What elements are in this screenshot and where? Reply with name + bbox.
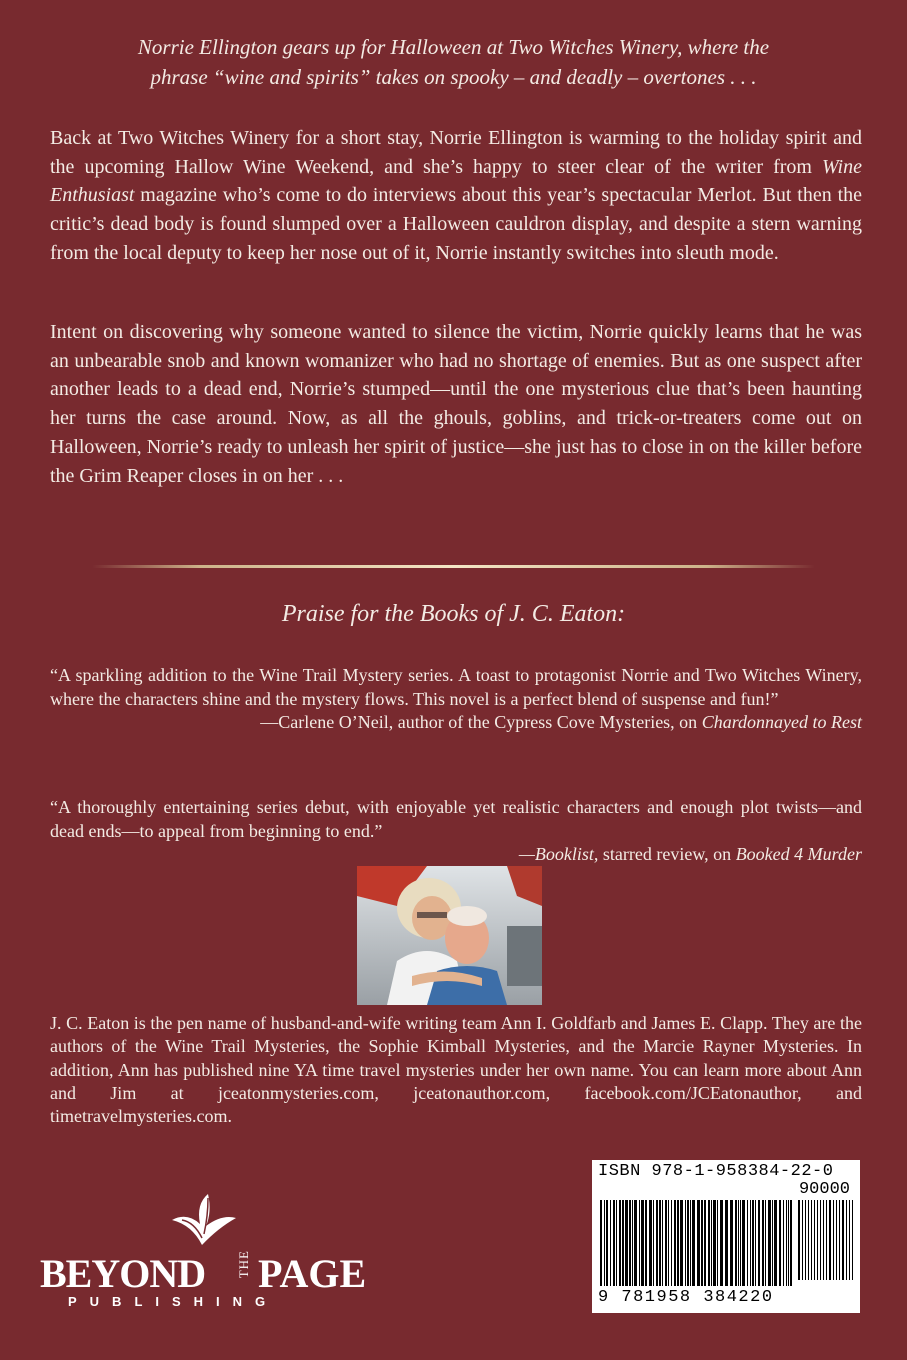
barcode-bar [808, 1200, 809, 1280]
barcode-bar [656, 1200, 658, 1286]
magazine-title: Wine Enthusiast [50, 155, 862, 207]
barcode-bar [604, 1200, 605, 1286]
barcode-bar [730, 1200, 733, 1286]
barcode-bar [606, 1200, 608, 1286]
barcode-bar [829, 1200, 831, 1280]
barcode-bar [711, 1200, 712, 1286]
attribution-text: —Carlene O’Neil, author of the Cypress Cove Mysteries, on [260, 712, 702, 732]
barcode-bar [704, 1200, 706, 1286]
barcode-bar [798, 1200, 800, 1280]
author-photo [357, 866, 542, 1005]
author-photo-image [357, 866, 542, 1005]
ean-number: 9 781958 384220 [598, 1288, 774, 1307]
barcode-bar [600, 1200, 602, 1286]
quote-text: “A sparkling addition to the Wine Trail Mystery series. A toast to protagonist Norrie and Two Witches Winery, where the characters shine and the mystery flows. This novel is a perfect blend of suspense and fun!” [50, 665, 862, 709]
barcode-bar [852, 1200, 853, 1280]
tagline-line-2: phrase “wine and spirits” takes on spooky – and deadly – overtones . . . [150, 65, 757, 89]
barcode-bar [680, 1200, 683, 1286]
barcode-bar [765, 1200, 766, 1286]
barcode-bar [634, 1200, 637, 1286]
quote-attribution [50, 843, 862, 867]
barcode-bar [639, 1200, 640, 1286]
author-bio: J. C. Eaton is the pen name of husband-and-wife writing team Ann I. Goldfarb and James E. Clapp. They are the authors of the Wine Trail Mysteries, the Sophie Kimball Mysteries, and the Marcie Rayner Mysteries. In addition, Ann has published nine YA time travel mysteries under her own name. You can learn more about Ann and Jim at jceatonmysteries.com, jceatonauthor.com, facebook.com/JCEatonauthor, and timetravelmysteries.com. [50, 1013, 862, 1127]
barcode-bar [720, 1200, 723, 1286]
barcode-bar [685, 1200, 686, 1286]
barcode-bar [836, 1200, 837, 1280]
barcode-bar [814, 1200, 815, 1280]
barcode-bar [774, 1200, 777, 1286]
barcode-bar [817, 1200, 818, 1280]
barcode-bar [616, 1200, 617, 1286]
barcode-bar [752, 1200, 754, 1286]
barcode-bar [790, 1200, 792, 1286]
barcode-bar [839, 1200, 840, 1280]
barcode-bar [738, 1200, 739, 1286]
barcode-bar [783, 1200, 784, 1286]
butterfly-icon [162, 1190, 242, 1250]
barcode-bar [820, 1200, 821, 1280]
barcode-bar [677, 1200, 679, 1286]
barcode-bar [725, 1200, 728, 1286]
barcode-bar [740, 1200, 741, 1286]
barcode-bar [671, 1200, 672, 1286]
barcode-bar [659, 1200, 661, 1286]
barcode-bar [779, 1200, 781, 1286]
attribution-text: starred review, on [598, 844, 736, 864]
barcode-bar [805, 1200, 806, 1280]
blurb-paragraph-2: Intent on discovering why someone wanted to silence the victim, Norrie quickly learns that he was an unbearable snob and known womanizer who had no shortage of enemies. But as one suspect after another leads to a dead end, Norrie’s stumped—until the one mysterious clue that’s been haunting her turns the case around. Now, as all the ghouls, goblins, and trick-or-treaters come out on Halloween, Norrie’s ready to unleash her spirit of justice—she just has to close in on the killer before the Grim Reaper closes in on her . . . [50, 321, 862, 487]
quote-attribution [50, 711, 862, 735]
praise-quote-2 [50, 796, 862, 867]
barcode-bar [649, 1200, 652, 1286]
blurb-paragraph-1 [50, 124, 862, 268]
book-title: Chardonnayed to Rest [701, 712, 862, 732]
barcode-bar [811, 1200, 812, 1280]
book-title: Booked 4 Murder [735, 844, 862, 864]
publisher-word-beyond: BEYOND [40, 1251, 206, 1296]
isbn-barcode [592, 1160, 860, 1313]
barcode-bar [823, 1200, 824, 1280]
barcode-bar [622, 1200, 624, 1286]
barcode-bar [735, 1200, 737, 1286]
publisher-word-page: PAGE [258, 1251, 367, 1296]
barcode-bar [690, 1200, 691, 1286]
review-source: —Booklist, [518, 844, 599, 864]
barcode-bar [833, 1200, 834, 1280]
quote-text: “A thoroughly entertaining series debut, with enjoyable yet realistic characters and enough plot twists—and dead ends—to appeal from beginning to end.” [50, 797, 862, 841]
barcode-bar [846, 1200, 847, 1280]
barcode-bar [758, 1200, 760, 1286]
barcode-bar [842, 1200, 844, 1280]
price-code: 90000 [798, 1180, 850, 1199]
publisher-word-publishing: PUBLISHING [68, 1294, 279, 1309]
barcode-bar [625, 1200, 628, 1286]
barcode-bar [788, 1200, 789, 1286]
tagline [40, 32, 867, 92]
barcode-bar [619, 1200, 621, 1286]
barcode-bar [747, 1200, 748, 1286]
barcode-bar [742, 1200, 745, 1286]
barcode-bar [632, 1200, 633, 1286]
barcode-bar [772, 1200, 773, 1286]
isbn-number: ISBN 978-1-958384-22-0 [598, 1162, 834, 1181]
barcode-bar [762, 1200, 764, 1286]
tagline-line-1: Norrie Ellington gears up for Halloween at Two Witches Winery, where the [137, 35, 770, 59]
barcode-bar [665, 1200, 667, 1286]
blurb-text: magazine who’s come to do interviews about this year’s spectacular Merlot. But then the critic’s dead body is found slumped over a Halloween cauldron display, and despite a stern warning from the local deputy to keep her nose out of it, Norrie instantly switches into sleuth mode. [50, 184, 862, 264]
barcode-bar [701, 1200, 703, 1286]
barcode-bar [653, 1200, 654, 1286]
barcode-bar [802, 1200, 803, 1280]
barcode-bar [755, 1200, 756, 1286]
barcode-bar [713, 1200, 716, 1286]
publisher-word-the: THE [236, 1250, 251, 1279]
barcode-bar [849, 1200, 850, 1280]
barcode-bar [610, 1200, 611, 1286]
barcode-bar [708, 1200, 710, 1286]
barcode-bar [641, 1200, 644, 1286]
praise-heading: Praise for the Books of J. C. Eaton: [281, 601, 626, 627]
barcode-bar [629, 1200, 631, 1286]
barcode-bar [645, 1200, 647, 1286]
barcode-bar [717, 1200, 718, 1286]
barcode-bar [697, 1200, 700, 1286]
blurb-text: Back at Two Witches Winery for a short stay, Norrie Ellington is warming to the holiday spirit and the upcoming Hallow Wine Weekend, and she’s happy to steer clear of the writer from [50, 127, 862, 178]
barcode-bar [826, 1200, 827, 1280]
barcode-bar [768, 1200, 771, 1286]
barcode-bar [692, 1200, 695, 1286]
publisher-logo [40, 1190, 367, 1310]
barcode-bar [750, 1200, 751, 1286]
barcode-bar [668, 1200, 669, 1286]
barcode-bar [674, 1200, 676, 1286]
divider-rule [92, 565, 815, 568]
barcode-bar [662, 1200, 663, 1286]
praise-quote-1 [50, 664, 862, 735]
barcode-bar [687, 1200, 689, 1286]
barcode-bar [786, 1200, 787, 1286]
barcode-bar [613, 1200, 615, 1286]
